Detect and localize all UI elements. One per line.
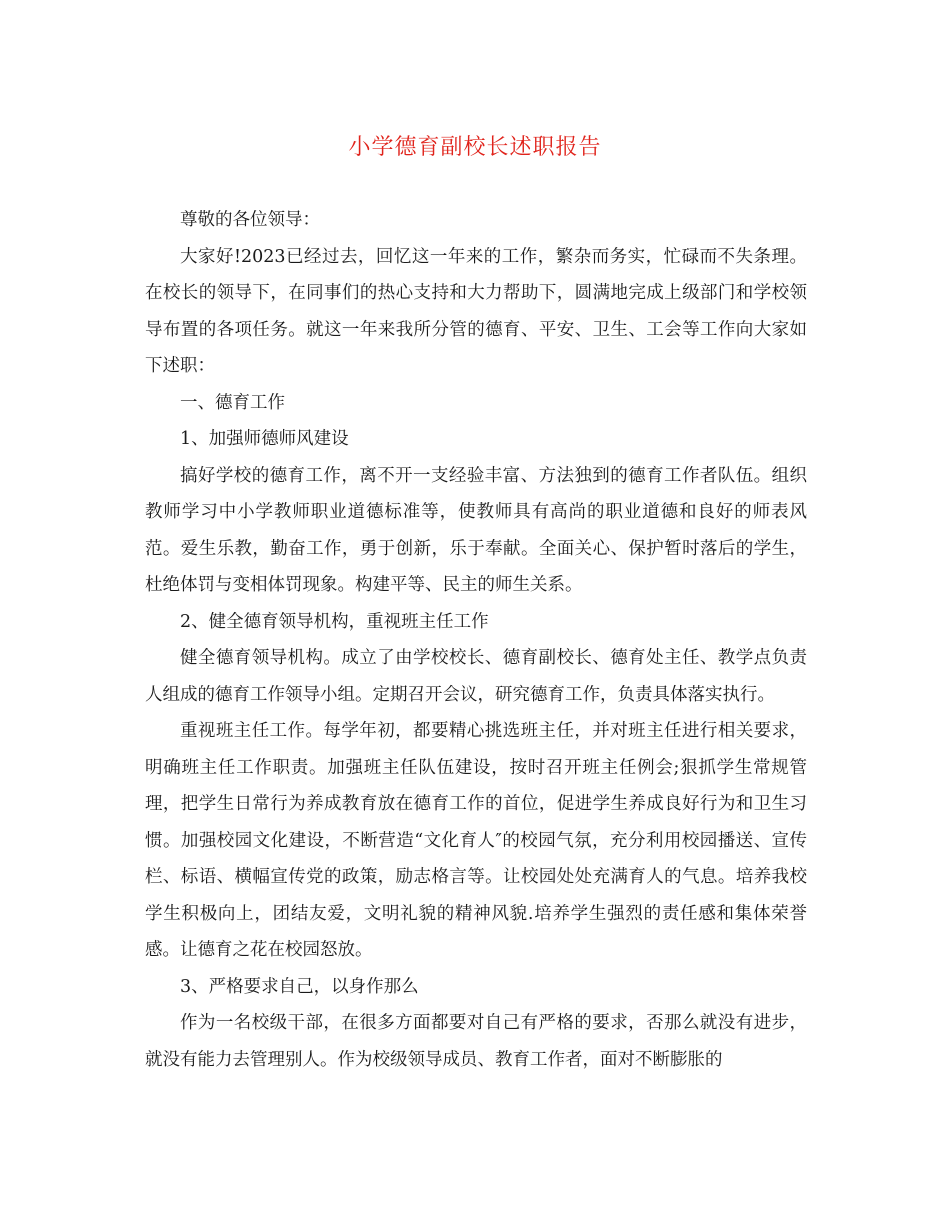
document-body: [145, 202, 807, 1078]
paragraph-self-discipline: 作为一名校级干部，在很多方面都要对自己有严格的要求，否那么就没有进步，就没有能力去管理别人。作为校级领导成员、教育工作者，面对不断膨胀的: [145, 1013, 807, 1070]
salutation: 尊敬的各位领导：: [180, 210, 320, 230]
paragraph-teacher-ethics: 搞好学校的德育工作，离不开一支经验丰富、方法独到的德育工作者队伍。组织教师学习中小学教师职业道德标准等，使教师具有高尚的职业道德和良好的师表风范。爱生乐教，勤奋工作，勇于创新，乐于奉献。全面关心、保护暂时落后的学生，杜绝体罚与变相体罚现象。构建平等、民主的师生关系。: [145, 465, 807, 595]
section-heading-moral-education: 一、德育工作: [180, 392, 285, 413]
paragraph-intro: 大家好!2023已经过去，回忆这一年来的工作，繁杂而务实，忙碌而不失条理。 在校长的领导下，在同事们的热心支持和大力帮助下，圆满地完成上级部门和学校领导布置的各项任务。就这一年来我所分管的德育、平安、卫生、工会等工作向大家如下述职：: [145, 246, 807, 376]
subheading-teacher-ethics: 1、加强师德师风建设: [180, 429, 349, 449]
subheading-leadership-structure: 2、健全德育领导机构，重视班主任工作: [180, 611, 489, 632]
document-title: 小学德育副校长述职报告: [348, 135, 602, 160]
subheading-self-discipline: 3、严格要求自己，以身作那么: [180, 976, 419, 997]
paragraph-leadership-structure: 健全德育领导机构。成立了由学校校长、德育副校长、德育处主任、教学点负责人组成的德育工作领导小组。定期召开会议，研究德育工作，负责具体落实执行。: [145, 648, 807, 705]
paragraph-class-teacher-work: 重视班主任工作。每学年初，都要精心挑选班主任，并对班主任进行相关要求，明确班主任工作职责。加强班主任队伍建设，按时召开班主任例会;狠抓学生常规管理，把学生日常行为养成教育放在德育工作的首位，促进学生养成良好行为和卫生习惯。加强校园文化建设，不断营造“文化育人″的校园气氛，充分利用校园播送、宣传栏、标语、横幅宣传党的政策，励志格言等。让校园处处充满育人的气息。培养我校学生积极向上，团结友爱，文明礼貌的精神风貌.培养学生强烈的责任感和集体荣誉感。让德育之花在校园怒放。: [145, 721, 807, 960]
